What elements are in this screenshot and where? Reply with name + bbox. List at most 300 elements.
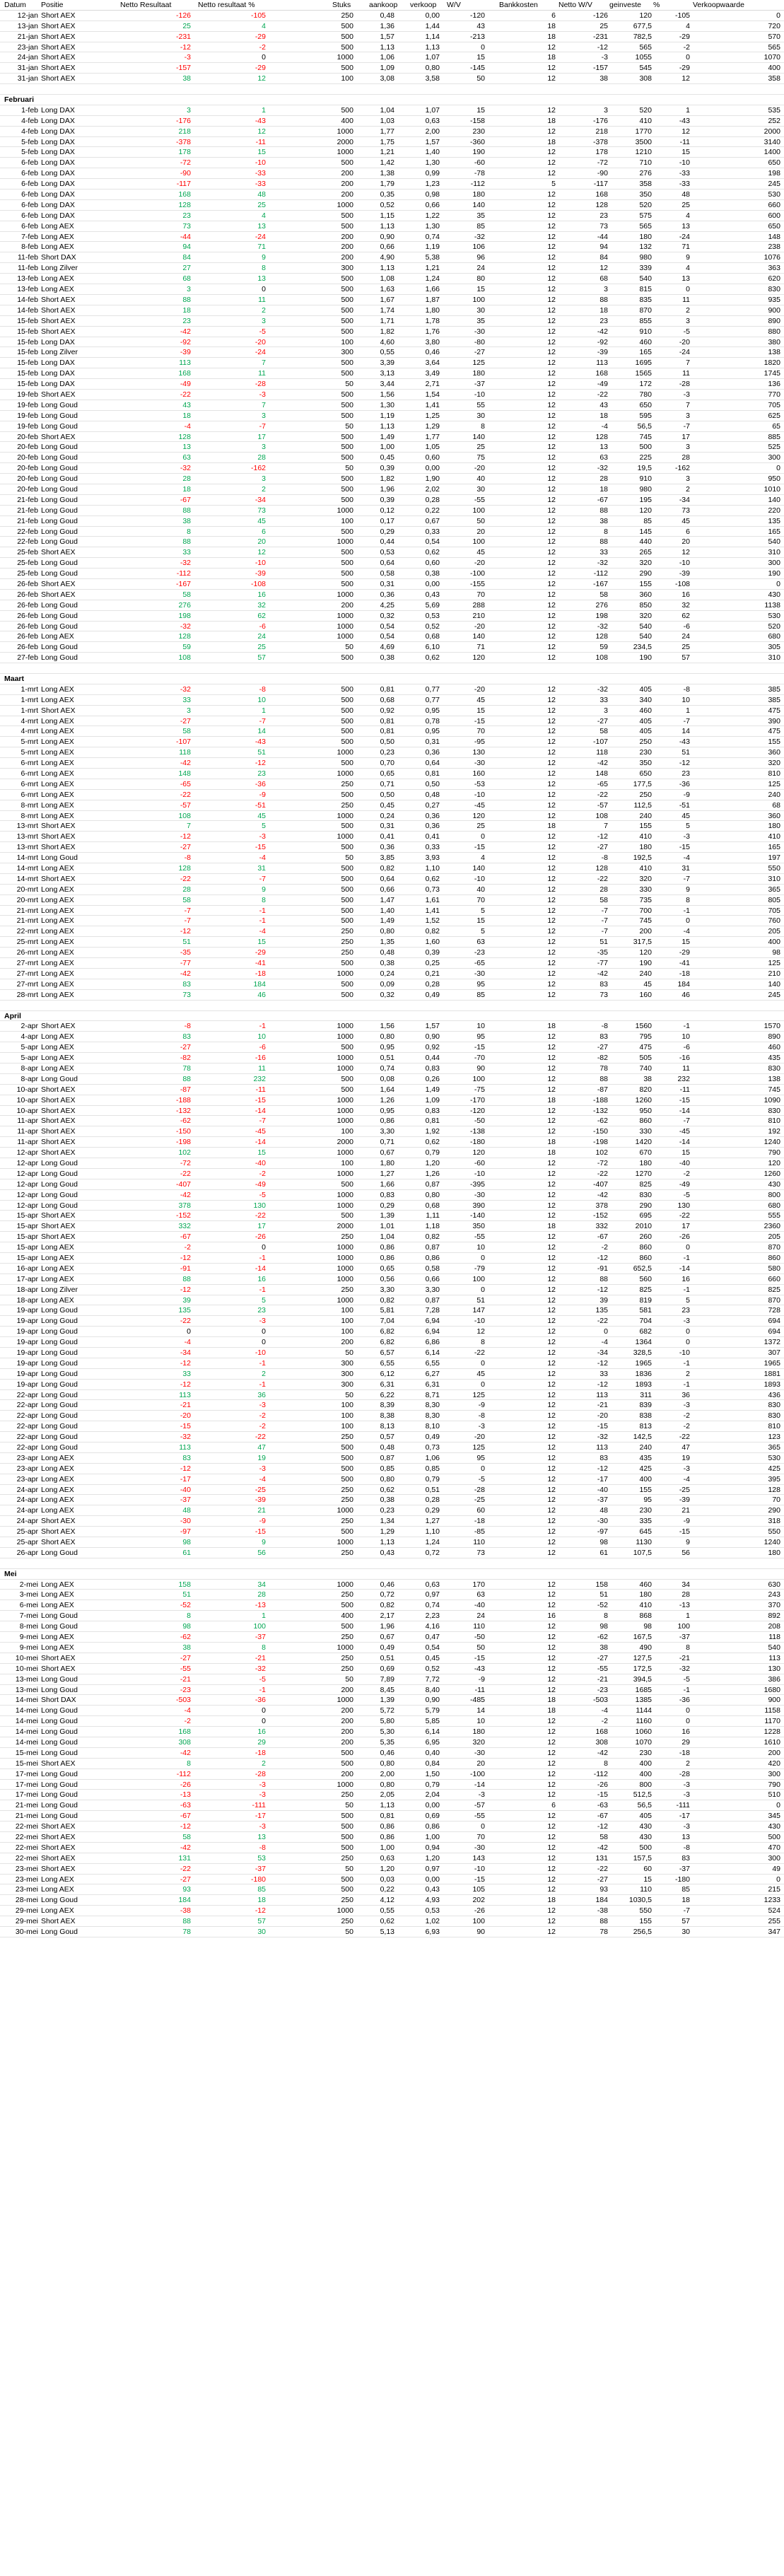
quantity-cell[interactable]: 500 (341, 400, 353, 409)
gain-loss-cell[interactable]: 14 (476, 1706, 485, 1715)
quantity-cell[interactable]: 1000 (337, 506, 353, 515)
gain-loss-cell[interactable]: 0 (481, 1285, 485, 1294)
percent-cell[interactable]: 3 (686, 474, 690, 484)
invested-cell[interactable]: 320 (639, 559, 652, 568)
percent-cell[interactable]: -37 (679, 1633, 690, 1642)
bank-costs-cell[interactable]: 12 (547, 127, 556, 136)
percent-cell[interactable]: -7 (683, 1906, 690, 1916)
sell-value-cell[interactable]: 365 (768, 885, 780, 894)
quantity-cell[interactable]: 1000 (337, 1201, 353, 1210)
sell-price-cell[interactable]: 3,93 (425, 853, 440, 863)
buy-price-cell[interactable]: 0,65 (380, 769, 394, 779)
invested-cell[interactable]: 440 (639, 537, 652, 547)
net-gain-loss-cell[interactable]: -72 (597, 158, 608, 168)
sell-value-cell[interactable]: 1240 (763, 1538, 780, 1547)
date-cell[interactable]: 9-mei (19, 1633, 38, 1642)
quantity-cell[interactable]: 500 (341, 1085, 353, 1094)
invested-cell[interactable]: 250 (639, 738, 652, 747)
sell-value-cell[interactable]: 900 (768, 305, 780, 315)
date-cell[interactable]: 27-mrt (16, 969, 38, 978)
position-cell[interactable]: Long AEX (41, 716, 74, 725)
quantity-cell[interactable]: 50 (345, 464, 353, 473)
sell-value-cell[interactable]: 165 (768, 843, 780, 852)
date-cell[interactable]: 22-apr (16, 1411, 38, 1421)
net-gain-loss-cell[interactable]: -20 (597, 1411, 608, 1421)
quantity-cell[interactable]: 300 (341, 1380, 353, 1389)
quantity-cell[interactable]: 500 (341, 158, 353, 168)
buy-price-cell[interactable]: 6,55 (380, 1358, 394, 1368)
date-cell[interactable]: 12-apr (16, 1158, 38, 1167)
buy-price-cell[interactable]: 1,13 (380, 421, 394, 431)
percent-cell[interactable]: 2 (686, 305, 690, 315)
net-gain-loss-cell[interactable]: -378 (592, 137, 608, 146)
percent-cell[interactable]: 3 (686, 411, 690, 420)
percent-cell[interactable]: -28 (679, 380, 690, 389)
buy-price-cell[interactable]: 1,13 (380, 221, 394, 231)
bank-costs-cell[interactable]: 12 (547, 727, 556, 736)
buy-price-cell[interactable]: 0,36 (380, 843, 394, 852)
invested-cell[interactable]: 405 (639, 716, 652, 725)
bank-costs-cell[interactable]: 12 (547, 1306, 556, 1315)
netto-pct-cell[interactable]: 53 (257, 1853, 266, 1863)
sell-value-cell[interactable]: 395 (768, 1474, 780, 1484)
netto-result-cell[interactable]: -32 (180, 684, 191, 694)
sell-value-cell[interactable]: 240 (768, 790, 780, 799)
invested-cell[interactable]: 550 (639, 1906, 652, 1916)
netto-result-cell[interactable]: 148 (178, 769, 191, 779)
sell-value-cell[interactable]: 580 (768, 1264, 780, 1273)
invested-cell[interactable]: 110 (640, 1885, 652, 1894)
bank-costs-cell[interactable]: 12 (547, 1390, 556, 1399)
buy-price-cell[interactable]: 1,19 (380, 411, 394, 420)
netto-pct-cell[interactable]: -8 (259, 684, 266, 694)
position-cell[interactable]: Long Goud (41, 1074, 78, 1083)
position-cell[interactable]: Short AEX (41, 1232, 76, 1242)
sell-price-cell[interactable]: 0,62 (425, 653, 440, 663)
quantity-cell[interactable]: 250 (341, 1496, 353, 1505)
date-cell[interactable]: 6-feb (21, 169, 38, 178)
percent-cell[interactable]: -4 (683, 853, 690, 863)
gain-loss-cell[interactable]: 105 (472, 1885, 485, 1894)
percent-cell[interactable]: 30 (681, 1927, 690, 1936)
bank-costs-cell[interactable]: 12 (547, 895, 556, 904)
position-cell[interactable]: Long Goud (41, 1685, 78, 1694)
percent-cell[interactable]: 73 (681, 506, 690, 515)
quantity-cell[interactable]: 100 (341, 1158, 353, 1167)
buy-price-cell[interactable]: 0,71 (380, 1138, 394, 1147)
bank-costs-cell[interactable]: 12 (547, 1117, 556, 1126)
buy-price-cell[interactable]: 0,51 (380, 1653, 394, 1662)
sell-price-cell[interactable]: 8,40 (425, 1685, 440, 1694)
net-gain-loss-cell[interactable]: -90 (597, 169, 608, 178)
quantity-cell[interactable]: 500 (341, 1748, 353, 1757)
netto-pct-cell[interactable]: 28 (257, 453, 266, 462)
netto-pct-cell[interactable]: 100 (253, 1622, 266, 1631)
netto-result-cell[interactable]: 131 (178, 1853, 191, 1863)
position-cell[interactable]: Long Goud (41, 1433, 78, 1442)
gain-loss-cell[interactable]: -85 (474, 1527, 485, 1537)
netto-result-cell[interactable]: -42 (180, 1190, 191, 1199)
gain-loss-cell[interactable]: 12 (476, 1327, 485, 1336)
netto-pct-cell[interactable]: 29 (257, 1737, 266, 1747)
netto-result-cell[interactable]: -22 (180, 790, 191, 799)
invested-cell[interactable]: 107,5 (633, 1548, 652, 1557)
quantity-cell[interactable]: 50 (345, 1348, 353, 1357)
netto-pct-cell[interactable]: 2 (262, 484, 266, 494)
position-cell[interactable]: Long Goud (41, 1769, 78, 1778)
percent-cell[interactable]: 24 (681, 632, 690, 641)
netto-result-cell[interactable]: -503 (175, 1696, 191, 1705)
bank-costs-cell[interactable]: 12 (547, 1190, 556, 1199)
netto-result-cell[interactable]: 58 (182, 895, 191, 904)
sell-price-cell[interactable]: 1,57 (425, 137, 440, 146)
buy-price-cell[interactable]: 0,51 (380, 1054, 394, 1063)
buy-price-cell[interactable]: 0,46 (380, 1748, 394, 1757)
gain-loss-cell[interactable]: 10 (476, 1022, 485, 1031)
invested-cell[interactable]: 195 (639, 495, 652, 504)
net-gain-loss-cell[interactable]: -39 (597, 348, 608, 357)
percent-cell[interactable]: -6 (683, 1043, 690, 1052)
invested-cell[interactable]: 700 (639, 906, 652, 915)
date-cell[interactable]: 13-mei (15, 1674, 38, 1684)
date-cell[interactable]: 22-mei (15, 1843, 38, 1852)
percent-cell[interactable]: -14 (679, 1264, 690, 1273)
sell-value-cell[interactable]: 680 (768, 632, 780, 641)
position-cell[interactable]: Long AEX (41, 769, 74, 779)
date-cell[interactable]: 4-apr (21, 1032, 38, 1042)
bank-costs-cell[interactable]: 12 (547, 285, 556, 294)
netto-pct-cell[interactable]: -11 (255, 1085, 266, 1094)
net-gain-loss-cell[interactable]: 88 (599, 295, 608, 304)
percent-cell[interactable]: -4 (683, 927, 690, 936)
percent-cell[interactable]: -36 (679, 1696, 690, 1705)
gain-loss-cell[interactable]: 96 (476, 253, 485, 262)
buy-price-cell[interactable]: 1,82 (380, 327, 394, 336)
buy-price-cell[interactable]: 0,80 (380, 1759, 394, 1768)
date-cell[interactable]: 6-mrt (21, 769, 38, 779)
sell-price-cell[interactable]: 1,40 (425, 148, 440, 157)
invested-cell[interactable]: 825 (639, 1285, 652, 1294)
bank-costs-cell[interactable]: 12 (547, 190, 556, 199)
sell-value-cell[interactable]: 1070 (763, 53, 780, 62)
percent-cell[interactable]: 5 (686, 822, 690, 831)
quantity-cell[interactable]: 250 (341, 779, 353, 788)
net-gain-loss-cell[interactable]: 83 (599, 979, 608, 989)
quantity-cell[interactable]: 500 (341, 916, 353, 926)
position-cell[interactable]: Short AEX (41, 822, 76, 831)
invested-cell[interactable]: 145 (639, 527, 652, 536)
net-gain-loss-cell[interactable]: 12 (599, 264, 608, 273)
buy-price-cell[interactable]: 0,39 (380, 495, 394, 504)
percent-cell[interactable]: -40 (679, 1158, 690, 1167)
percent-cell[interactable]: 9 (686, 885, 690, 894)
sell-value-cell[interactable]: 1090 (763, 1095, 780, 1105)
percent-cell[interactable]: 46 (681, 990, 690, 999)
gain-loss-cell[interactable]: -5 (478, 1474, 485, 1484)
invested-cell[interactable]: 704 (639, 1317, 652, 1326)
quantity-cell[interactable]: 500 (341, 211, 353, 220)
net-gain-loss-cell[interactable]: -22 (597, 1864, 608, 1873)
buy-price-cell[interactable]: 0,03 (380, 1875, 394, 1884)
netto-result-cell[interactable]: -20 (180, 1411, 191, 1421)
percent-cell[interactable]: -9 (683, 790, 690, 799)
percent-cell[interactable]: 12 (681, 127, 690, 136)
buy-price-cell[interactable]: 4,69 (380, 643, 394, 652)
quantity-cell[interactable]: 1000 (337, 769, 353, 779)
bank-costs-cell[interactable]: 5 (551, 180, 556, 189)
net-gain-loss-cell[interactable]: 38 (599, 1643, 608, 1652)
percent-cell[interactable]: 9 (686, 253, 690, 262)
percent-cell[interactable]: -51 (679, 800, 690, 810)
netto-result-cell[interactable]: 51 (182, 938, 191, 947)
position-cell[interactable]: Short AEX (41, 1211, 76, 1220)
invested-cell[interactable]: 540 (639, 622, 652, 631)
percent-cell[interactable]: 18 (681, 1896, 690, 1905)
netto-result-cell[interactable]: -32 (180, 1433, 191, 1442)
percent-cell[interactable]: 7 (686, 400, 690, 409)
position-cell[interactable]: Short AEX (41, 32, 76, 41)
position-cell[interactable]: Long DAX (41, 200, 75, 209)
sell-price-cell[interactable]: 0,87 (425, 1295, 440, 1305)
net-gain-loss-cell[interactable]: -91 (597, 1264, 608, 1273)
percent-cell[interactable]: 13 (681, 274, 690, 284)
date-cell[interactable]: 3-mei (19, 1590, 38, 1599)
position-cell[interactable]: Long Zilver (41, 264, 78, 273)
netto-result-cell[interactable]: 108 (178, 653, 191, 663)
quantity-cell[interactable]: 500 (341, 64, 353, 73)
netto-result-cell[interactable]: -42 (180, 327, 191, 336)
quantity-cell[interactable]: 500 (341, 579, 353, 588)
invested-cell[interactable]: 405 (639, 1812, 652, 1821)
netto-pct-cell[interactable]: -25 (254, 1485, 266, 1494)
netto-result-cell[interactable]: -117 (176, 180, 191, 189)
bank-costs-cell[interactable]: 12 (547, 1285, 556, 1294)
gain-loss-cell[interactable]: -395 (469, 1179, 485, 1189)
netto-pct-cell[interactable]: -1 (259, 1285, 266, 1294)
netto-result-cell[interactable]: 8 (187, 527, 191, 536)
percent-cell[interactable]: 19 (681, 1453, 690, 1462)
sell-value-cell[interactable]: 2000 (763, 127, 780, 136)
netto-pct-cell[interactable]: 24 (257, 632, 266, 641)
net-gain-loss-cell[interactable]: 83 (599, 1453, 608, 1462)
position-cell[interactable]: Long DAX (41, 169, 75, 178)
netto-result-cell[interactable]: 378 (178, 1201, 191, 1210)
percent-cell[interactable]: -37 (679, 1864, 690, 1873)
position-cell[interactable]: Long Goud (41, 1327, 78, 1336)
position-cell[interactable]: Long AEX (41, 748, 74, 757)
netto-pct-cell[interactable]: 5 (262, 822, 266, 831)
buy-price-cell[interactable]: 0,81 (380, 727, 394, 736)
netto-result-cell[interactable]: -21 (180, 1674, 191, 1684)
date-cell[interactable]: 12-apr (16, 1148, 38, 1158)
percent-cell[interactable]: 2 (686, 1369, 690, 1378)
percent-cell[interactable]: 31 (681, 864, 690, 873)
buy-price-cell[interactable]: 0,24 (380, 811, 394, 820)
sell-value-cell[interactable]: 540 (768, 1643, 780, 1652)
invested-cell[interactable]: 172 (639, 380, 652, 389)
netto-result-cell[interactable]: 158 (178, 1580, 191, 1589)
sell-price-cell[interactable]: 1,76 (425, 327, 440, 336)
netto-result-cell[interactable]: -30 (180, 1517, 191, 1526)
sell-price-cell[interactable]: 0,80 (425, 1190, 440, 1199)
date-cell[interactable]: 22-mei (15, 1832, 38, 1841)
date-cell[interactable]: 22-apr (16, 1422, 38, 1431)
sell-value-cell[interactable]: 475 (768, 706, 780, 715)
invested-cell[interactable]: 160 (639, 990, 652, 999)
sell-price-cell[interactable]: 2,04 (425, 1790, 440, 1800)
net-gain-loss-cell[interactable]: 184 (595, 1896, 608, 1905)
bank-costs-cell[interactable]: 12 (547, 1717, 556, 1726)
netto-pct-cell[interactable]: 11 (258, 295, 266, 304)
invested-cell[interactable]: 830 (639, 1190, 652, 1199)
net-gain-loss-cell[interactable]: 33 (599, 695, 608, 704)
sell-price-cell[interactable]: 0,60 (425, 453, 440, 462)
sell-price-cell[interactable]: 0,99 (425, 169, 440, 178)
net-gain-loss-cell[interactable]: 28 (599, 474, 608, 484)
date-cell[interactable]: 15-feb (17, 327, 38, 336)
gain-loss-cell[interactable]: 100 (472, 1074, 485, 1083)
gain-loss-cell[interactable]: 140 (472, 632, 485, 641)
netto-pct-cell[interactable]: -37 (254, 1633, 266, 1642)
quantity-cell[interactable]: 500 (341, 790, 353, 799)
sell-price-cell[interactable]: 1,61 (425, 895, 440, 904)
date-cell[interactable]: 12-apr (16, 1201, 38, 1210)
netto-result-cell[interactable]: -112 (176, 569, 191, 578)
invested-cell[interactable]: 695 (639, 1211, 652, 1220)
position-cell[interactable]: Short AEX (41, 1148, 76, 1158)
date-cell[interactable]: 6-mei (19, 1601, 38, 1610)
position-cell[interactable]: Short AEX (41, 1843, 76, 1852)
buy-price-cell[interactable]: 1,29 (380, 1527, 394, 1537)
buy-price-cell[interactable]: 0,31 (380, 822, 394, 831)
buy-price-cell[interactable]: 0,38 (380, 959, 394, 968)
net-gain-loss-cell[interactable]: -8 (601, 853, 608, 863)
gain-loss-cell[interactable]: -55 (474, 1232, 485, 1242)
invested-cell[interactable]: 240 (639, 1443, 652, 1452)
quantity-cell[interactable]: 500 (341, 695, 353, 704)
position-cell[interactable]: Long Goud (41, 484, 78, 494)
netto-pct-cell[interactable]: 3 (262, 411, 266, 420)
invested-cell[interactable]: 910 (639, 327, 652, 336)
netto-result-cell[interactable]: -188 (175, 1095, 191, 1105)
percent-cell[interactable]: -29 (679, 32, 690, 41)
sell-value-cell[interactable]: 1228 (763, 1727, 780, 1737)
net-gain-loss-cell[interactable]: -42 (597, 1748, 608, 1757)
bank-costs-cell[interactable]: 12 (547, 232, 556, 241)
bank-costs-cell[interactable]: 12 (547, 632, 556, 641)
invested-cell[interactable]: 850 (639, 600, 652, 610)
date-cell[interactable]: 26-feb (17, 579, 38, 588)
invested-cell[interactable]: 425 (639, 1464, 652, 1473)
position-cell[interactable]: Long Goud (41, 1179, 78, 1189)
date-cell[interactable]: 6-feb (21, 221, 38, 231)
netto-result-cell[interactable]: 94 (182, 243, 191, 252)
percent-cell[interactable]: -39 (679, 1496, 690, 1505)
invested-cell[interactable]: 745 (639, 916, 652, 926)
gain-loss-cell[interactable]: 63 (476, 938, 485, 947)
sell-price-cell[interactable]: 1,29 (425, 421, 440, 431)
sell-price-cell[interactable]: 0,26 (425, 1074, 440, 1083)
quantity-cell[interactable]: 500 (341, 21, 353, 30)
position-cell[interactable]: Short DAX (41, 253, 76, 262)
buy-price-cell[interactable]: 0,50 (380, 738, 394, 747)
percent-cell[interactable]: -39 (679, 569, 690, 578)
position-cell[interactable]: Long DAX (41, 211, 75, 220)
date-cell[interactable]: 21-mrt (16, 916, 38, 926)
netto-result-cell[interactable]: 113 (179, 359, 191, 368)
gain-loss-cell[interactable]: -3 (478, 1790, 485, 1800)
date-cell[interactable]: 7-feb (21, 232, 38, 241)
bank-costs-cell[interactable]: 12 (547, 1748, 556, 1757)
bank-costs-cell[interactable]: 18 (547, 116, 556, 125)
sell-price-cell[interactable]: 0,85 (425, 1464, 440, 1473)
buy-price-cell[interactable]: 4,12 (380, 1896, 394, 1905)
percent-cell[interactable]: 4 (686, 211, 690, 220)
bank-costs-cell[interactable]: 12 (547, 1812, 556, 1821)
position-cell[interactable]: Long Goud (41, 1358, 78, 1368)
quantity-cell[interactable]: 500 (341, 1453, 353, 1462)
buy-price-cell[interactable]: 0,74 (380, 1063, 394, 1073)
percent-cell[interactable]: -33 (679, 169, 690, 178)
net-gain-loss-cell[interactable]: 128 (595, 432, 608, 441)
bank-costs-cell[interactable]: 12 (547, 1875, 556, 1884)
quantity-cell[interactable]: 500 (341, 42, 353, 52)
date-cell[interactable]: 8-mrt (21, 800, 38, 810)
sell-price-cell[interactable]: 0,66 (425, 200, 440, 209)
buy-price-cell[interactable]: 0,09 (380, 979, 394, 989)
net-gain-loss-cell[interactable]: -30 (597, 1517, 608, 1526)
position-cell[interactable]: Long AEX (41, 243, 74, 252)
gain-loss-cell[interactable]: 85 (476, 990, 485, 999)
bank-costs-cell[interactable]: 12 (547, 548, 556, 557)
sell-price-cell[interactable]: 6,86 (425, 1338, 440, 1347)
date-cell[interactable]: 25-apr (16, 1538, 38, 1547)
net-gain-loss-cell[interactable]: 148 (595, 769, 608, 779)
netto-result-cell[interactable]: -150 (175, 1127, 191, 1136)
position-cell[interactable]: Long Goud (41, 400, 78, 409)
quantity-cell[interactable]: 1000 (337, 127, 353, 136)
net-gain-loss-cell[interactable]: -12 (597, 1285, 608, 1294)
position-cell[interactable]: Long Goud (41, 464, 78, 473)
bank-costs-cell[interactable]: 12 (547, 1538, 556, 1547)
gain-loss-cell[interactable]: 8 (481, 1338, 485, 1347)
percent-cell[interactable]: 56 (681, 1548, 690, 1557)
sell-value-cell[interactable]: 400 (768, 938, 780, 947)
bank-costs-cell[interactable]: 12 (547, 1295, 556, 1305)
date-cell[interactable]: 19-apr (16, 1358, 38, 1368)
bank-costs-cell[interactable]: 12 (547, 979, 556, 989)
gain-loss-cell[interactable]: 30 (476, 484, 485, 494)
gain-loss-cell[interactable]: 10 (476, 1717, 485, 1726)
netto-result-cell[interactable]: 118 (179, 748, 191, 757)
gain-loss-cell[interactable]: 60 (476, 1506, 485, 1515)
quantity-cell[interactable]: 500 (341, 369, 353, 378)
position-cell[interactable]: Long Goud (41, 1338, 78, 1347)
sell-value-cell[interactable]: 238 (768, 243, 780, 252)
net-gain-loss-cell[interactable]: -34 (597, 1348, 608, 1357)
sell-value-cell[interactable]: 243 (768, 1590, 780, 1599)
sell-value-cell[interactable]: 625 (768, 411, 780, 420)
buy-price-cell[interactable]: 2,17 (380, 1612, 394, 1621)
position-cell[interactable]: Short AEX (41, 548, 76, 557)
sell-price-cell[interactable]: 2,02 (425, 484, 440, 494)
buy-price-cell[interactable]: 0,80 (380, 1780, 394, 1789)
netto-pct-cell[interactable]: -7 (259, 421, 266, 431)
sell-price-cell[interactable]: 0,79 (425, 1474, 440, 1484)
invested-cell[interactable]: 677,5 (633, 21, 652, 30)
sell-value-cell[interactable]: 118 (768, 1633, 780, 1642)
sell-price-cell[interactable]: 0,49 (425, 1433, 440, 1442)
